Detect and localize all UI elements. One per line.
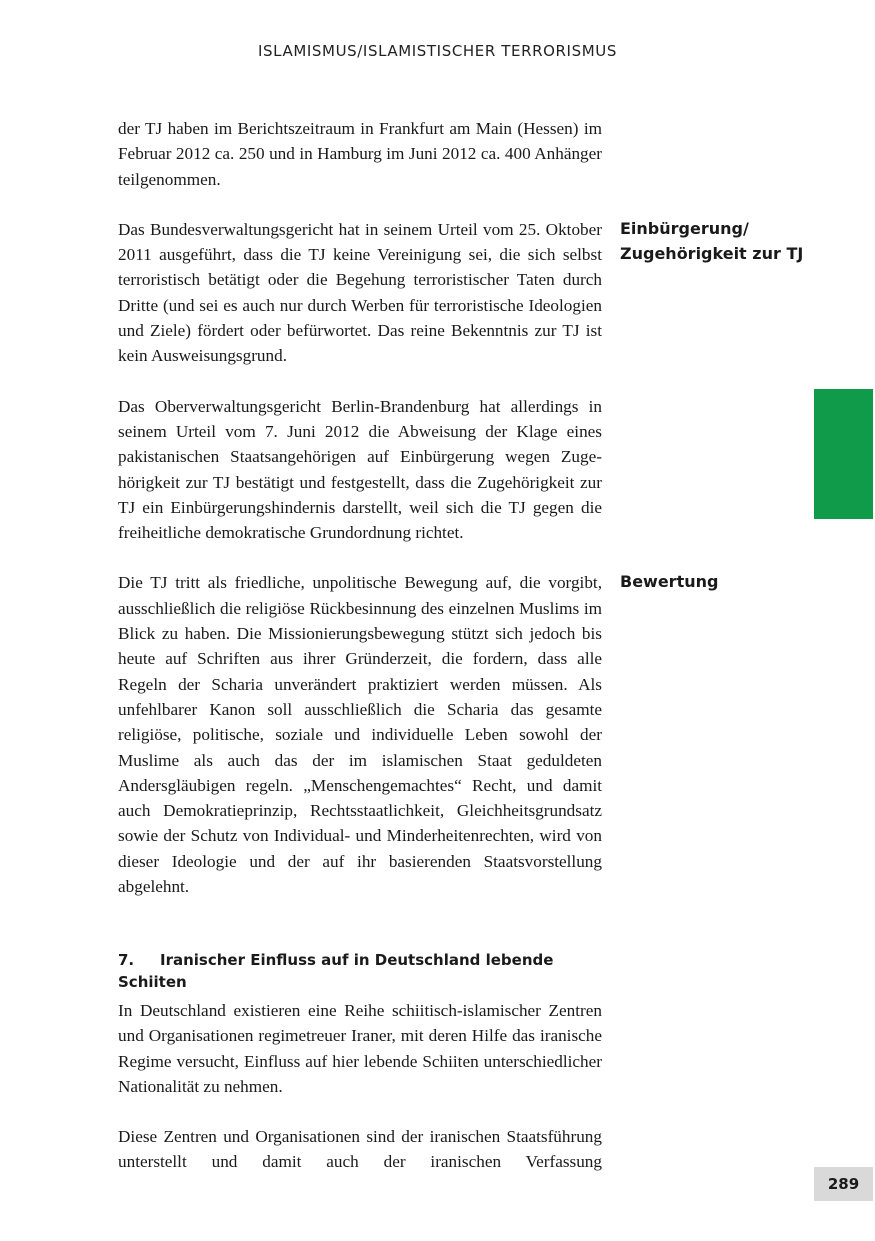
section-number: 7. xyxy=(118,951,135,969)
paragraph-bverwg-ruling: Das Bundesverwaltungsgericht hat in seinem Urteil vom 25. Oktober 2011 ausgeführt, dass die TJ keine Vereinigung sei, die sich selbst terroristisch betätigt oder die Begehung terroristischer Taten durch Dritte (und sei es auch nur durch Werben für terroristische Ideologien und Ziele) fördert oder befürwortet. Das reine Bekenntnis zur TJ ist kein Ausweisungsgrund. xyxy=(118,219,602,366)
page-number: 289 xyxy=(814,1167,873,1201)
chapter-marker-tab xyxy=(814,389,873,519)
section-title: Iranischer Einfluss auf in Deutschland lebende Schiiten xyxy=(118,951,554,991)
paragraph-ovg-ruling: Das Oberverwaltungsgericht Berlin-Brandenburg hat allerdings in seinem Urteil vom 7. Juni 2012 die Abweisung der Klage eines pakistanischen Staatsangehörigen auf Einbürgerung wegen Zugehörigkeit zur TJ bestätigt und festgestellt, dass die Zugehörigkeit zur TJ ein Einbürgerungshindernis darstellt, weil sich die TJ gegen die freiheitliche demokratische Grundordnung richtet. xyxy=(118,396,602,543)
sidenote-einbuergerung xyxy=(620,216,820,266)
sidenote-bewertung: Bewertung xyxy=(620,572,719,591)
paragraph-tj-participants: der TJ haben im Berichtszeitraum in Frankfurt am Main (Hessen) im Februar 2012 ca. 250 und in Hamburg im Juni 2012 ca. 400 Anhänger teilgenommen. xyxy=(118,119,602,189)
paragraph-assessment: Die TJ tritt als friedliche, unpolitische Bewegung auf, die vorgibt, ausschließlich die religiöse Rückbesinnung des einzelnen Muslims im Blick zu haben. Die Missionierungsbewegung stützt sich jedoch bis heute auf Schriften aus ihrer Gründerzeit, die fordern, dass alle Regeln der Scharia unverändert praktiziert werden müssen. Als unfehlbarer Kanon soll ausschließlich die Scharia das gesamte religiöse, politische, soziale und individuelle Leben sowohl der Muslime als auch das der im islamischen Staat geduldeten Andersgläubigen regeln. „Menschengemachtes“ Recht, und damit auch Demokratieprinzip, Rechtsstaatlichkeit, Gleichheitsgrundsatz sowie der Schutz von Individual- und Minderheitenrechten, wird von dieser Ideologie und der auf ihr basierenden Staatsvorstellung abgelehnt. xyxy=(118,573,602,897)
running-header: ISLAMISMUS/ISLAMISTISCHER TERRORISMUS xyxy=(258,42,617,60)
paragraph-shiite-centers: In Deutschland existieren eine Reihe schiitisch-islamischer Zentren und Organisationen regimetreuer Iraner, mit deren Hilfe das iranische Regime versucht, Einfluss auf hier lebende Schiiten unterschiedlicher Nationalität zu nehmen. xyxy=(118,1001,602,1096)
section-text-column xyxy=(118,998,602,1175)
sidenote-einbuergerung-line1: Einbürgerung/ xyxy=(620,219,749,238)
section-heading xyxy=(118,949,602,993)
sidenote-einbuergerung-line2: Zugehörigkeit zur TJ xyxy=(620,244,804,263)
paragraph-organizations: Diese Zentren und Organisationen sind der iranischen Staatsführung unterstellt und damit auch der iranischen Verfassung xyxy=(118,1127,602,1172)
main-text-column xyxy=(118,116,602,899)
